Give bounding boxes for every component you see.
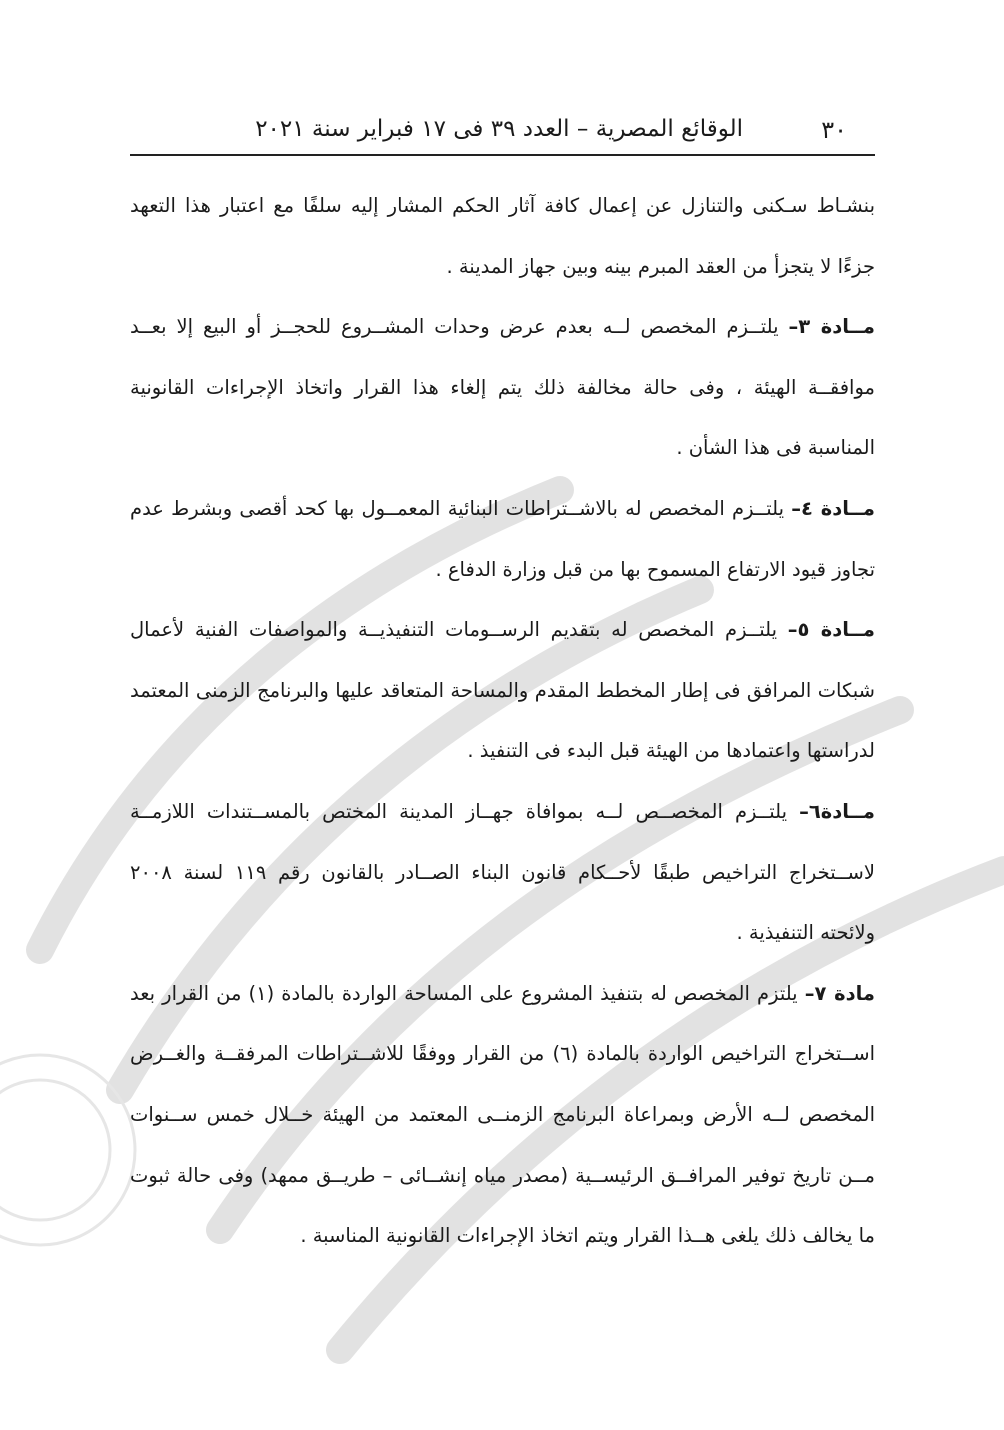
header-divider xyxy=(130,154,875,156)
article-label: مــادة ٤– xyxy=(791,496,875,520)
gazette-header-title: الوقائع المصرية – العدد ٣٩ فى ١٧ فبراير سنة ٢٠٢١ xyxy=(255,116,743,142)
article-3-paragraph xyxy=(130,297,875,479)
article-label: مــادة٦– xyxy=(799,799,875,823)
page-header xyxy=(130,112,875,156)
paragraph-text: يلتــزم المخصص له بتقديم الرســومات التنفيذيــة والمواصفات الفنية لأعمال شبكات المرافق فى إطار المخطط المقدم والمساحة المتعاقد عليها والبرنامج الزمنى المعتمد لدراستها واعتمادها من الهيئة قبل البدء فى التنفيذ . xyxy=(130,618,875,763)
paragraph-continuation xyxy=(130,176,875,297)
article-4-paragraph xyxy=(130,479,875,600)
paragraph-text: يلتــزم المخصص له بالاشــتراطات البنائية المعمــول بها كحد أقصى وبشرط عدم تجاوز قيود الارتفاع المسموح بها من قبل وزارة الدفاع . xyxy=(130,496,875,581)
article-label: مــادة ٥– xyxy=(787,618,875,642)
paragraph-text: يلتــزم المخصــص لــه بموافاة جهــاز المدينة المختص بالمســتندات اللازمــة لاســتخراج التراخيص طبقًا لأحــكام قانون البناء الصــادر بالقانون رقم ١١٩ لسنة ٢٠٠٨ ولائحته التنفيذية . xyxy=(130,799,876,945)
article-5-paragraph xyxy=(130,600,875,782)
article-6-paragraph xyxy=(130,782,875,964)
document-body xyxy=(130,176,875,1267)
article-label: مادة ٧– xyxy=(804,981,876,1005)
paragraph-text: بنشـاط سـكنى والتنازل عن إعمال كافة آثار الحكم المشار إليه سلفًا مع اعتبار هذا التعهد جزءًا لا يتجزأ من العقد المبرم بينه وبين جهاز المدينة . xyxy=(130,194,875,278)
page-number: ٣٠ xyxy=(821,116,847,144)
article-7-paragraph xyxy=(130,964,875,1267)
paragraph-text: يلتزم المخصص له بتنفيذ المشروع على المساحة الواردة بالمادة (١) من القرار بعد اســتخراج التراخيص الواردة بالمادة (٦) من القرار ووفقًا للاشــتراطات المرفقــة والغــرض المخصص لــه الأرض وبمراعاة البرنامج الزمنــى المعتمد من الهيئة خــلال خمس ســنوات مــن تاريخ توفير المرافــق الرئيســية (مصدر مياه إنشــائى – طريــق ممهد) وفى حالة ثبوت ما يخالف ذلك يلغى هــذا القرار ويتم اتخاذ الإجراءات القانونية المناسبة . xyxy=(130,981,875,1248)
article-label: مــادة ٣– xyxy=(788,315,875,339)
paragraph-text: يلتــزم المخصص لــه بعدم عرض وحدات المشــروع للحجــز أو البيع إلا بعــد موافقــة الهيئة ، وفى حالة مخالفة ذلك يتم إلغاء هذا القرار واتخاذ الإجراءات القانونية المناسبة فى هذا الشأن . xyxy=(130,315,875,460)
